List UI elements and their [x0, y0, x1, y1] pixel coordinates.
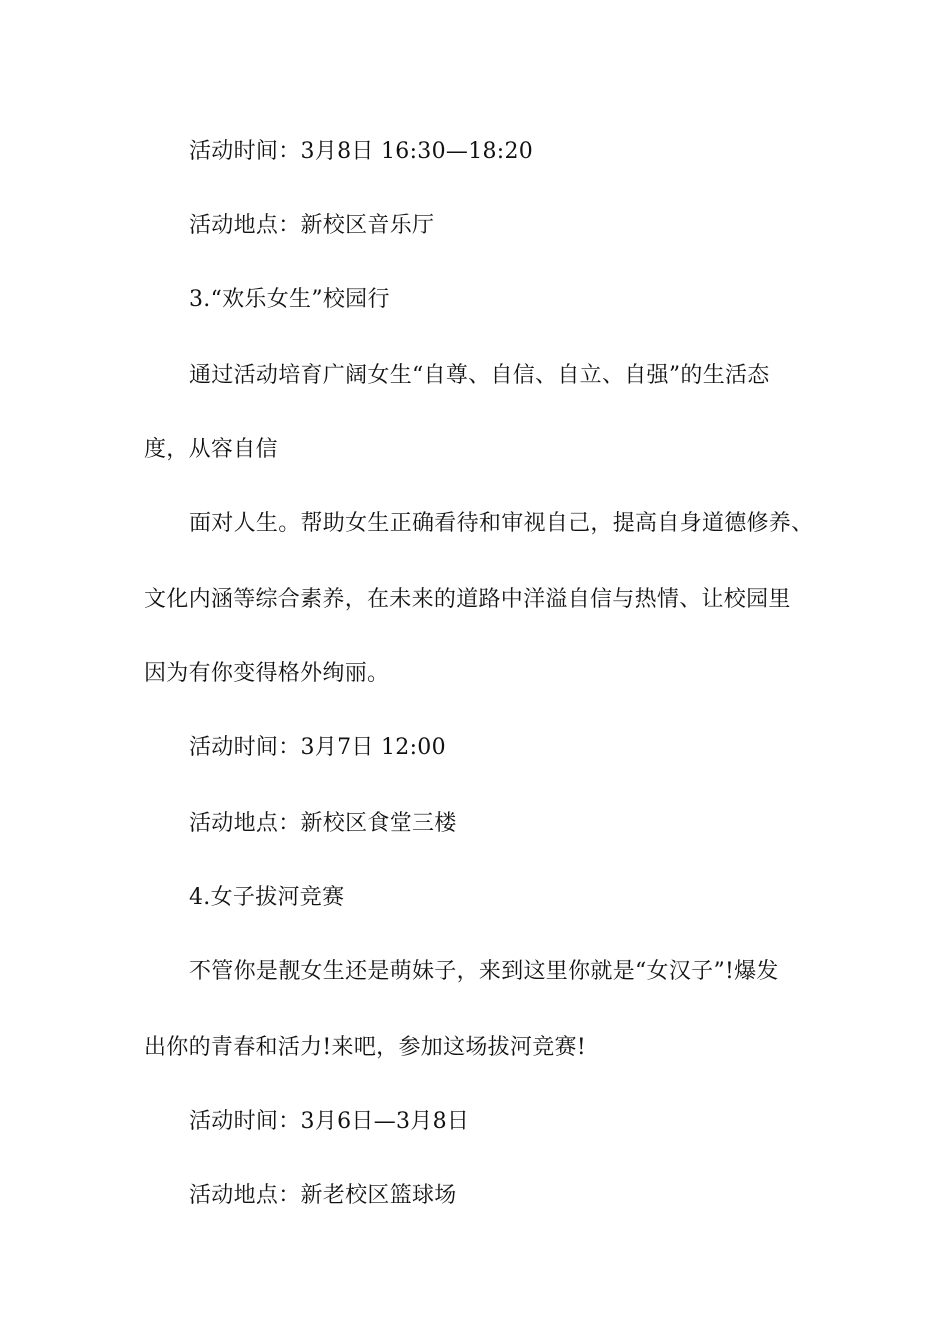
event-location-line: 活动地点：新老校区篮球场: [189, 1183, 457, 1208]
paragraph-line: 不管你是靓女生还是萌妹子，来到这里你就是“女汉子”!爆发: [189, 959, 779, 984]
section-heading: 4.女子拔河竞赛: [189, 885, 345, 910]
paragraph-line: 通过活动培育广阔女生“自尊、自信、自立、自强”的生活态: [189, 363, 770, 388]
event-location-line: 活动地点：新校区食堂三楼: [189, 811, 457, 836]
paragraph-line: 面对人生。帮助女生正确看待和审视自己，提高自身道德修养、: [189, 511, 814, 536]
paragraph-line: 出你的青春和活力!来吧，参加这场拔河竞赛!: [144, 1035, 586, 1060]
paragraph-line: 因为有你变得格外绚丽。: [144, 661, 390, 686]
paragraph-line: 度，从容自信: [144, 437, 278, 462]
event-time-line: 活动时间：3月7日 12:00: [189, 735, 446, 760]
event-time-line: 活动时间：3月6日—3月8日: [189, 1109, 470, 1134]
event-location-line: 活动地点：新校区音乐厅: [189, 213, 435, 238]
event-time-line: 活动时间：3月8日 16:30—18:20: [189, 139, 534, 164]
section-heading: 3.“欢乐女生”校园行: [189, 287, 390, 312]
paragraph-line: 文化内涵等综合素养，在未来的道路中洋溢自信与热情、让校园里: [144, 587, 791, 612]
